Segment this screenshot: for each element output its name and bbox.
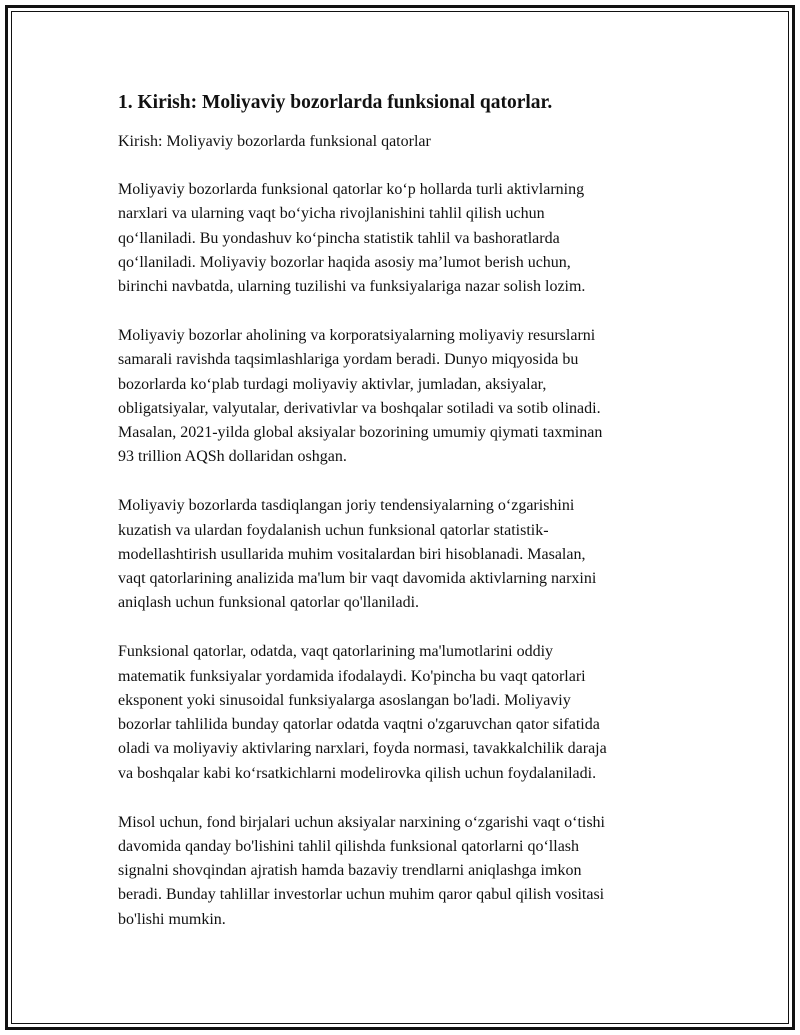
document-heading: 1. Kirish: Moliyaviy bozorlarda funksional qatorlar. — [118, 92, 553, 113]
paragraph-5: Misol uchun, fond birjalari uchun aksiyalar narxining o‘zgarishi vaqt o‘tishi davomida qanday bo'lishini tahlil qilishda funksional qatorlarni qo‘llash signalni shovqindan ajratish hamda bazaviy trendlarni aniqlashga imkon beradi. Bunday tahlillar investorlar uchun muhim qaror qabul qilish vositasi bo'lishi mumkin. — [118, 813, 605, 928]
paragraph-4: Funksional qatorlar, odatda, vaqt qatorlarining ma'lumotlarini oddiy matematik funksiyalar yordamida ifodalaydi. Ko'pincha bu vaqt qatorlari eksponent yoki sinusoidal funksiyalarga asoslangan bo'ladi. Moliyaviy bozorlar tahlilida bunday qatorlar odatda vaqtni o'zgaruvchan qator sifatida oladi va moliyaviy aktivlaring narxlari, foyda normasi, tavakkalchilik daraja va boshqalar kabi ko‘rsatkichlarni modelirovka qilish uchun foydalaniladi. — [118, 643, 607, 782]
document-body — [118, 90, 678, 957]
paragraph-3: Moliyaviy bozorlarda tasdiqlangan joriy tendensiyalarning o‘zgarishini kuzatish va ulardan foydalanish uchun funksional qatorlar statistik- modellashtirish usullarida muhim vositalardan biri hisoblanadi. Masalan, vaqt qatorlarining analizida ma'lum bir vaqt davomida aktivlarning narxini aniqlash uchun funksional qatorlar qo'llaniladi. — [118, 497, 597, 612]
paragraph-2: Moliyaviy bozorlar aholining va korporatsiyalarning moliyaviy resurslarni samarali ravishda taqsimlashlariga yordam beradi. Dunyo miqyosida bu bozorlarda ko‘plab turdagi moliyaviy aktivlar, jumladan, aksiyalar, obligatsiyalar, valyutalar, derivativlar va boshqalar sotiladi va sotib olinadi. Masalan, 2021-yilda global aksiyalar bozorining umumiy qiymati taxminan 93 trillion AQSh dollaridan oshgan. — [118, 326, 603, 466]
paragraph-1: Moliyaviy bozorlarda funksional qatorlar ko‘p hollarda turli aktivlarning narxlari va ularning vaqt bo‘yicha rivojlanishini tahlil qilish uchun qo‘llaniladi. Bu yondashuv ko‘pincha statistik tahlil va bashoratlarda qo‘llaniladi. Moliyaviy bozorlar haqida asosiy ma’lumot berish uchun, birinchi navbatda, ularning tuzilishi va funksiyalariga nazar solish lozim. — [118, 181, 586, 296]
document-subtitle: Kirish: Moliyaviy bozorlarda funksional qatorlar — [118, 133, 431, 150]
